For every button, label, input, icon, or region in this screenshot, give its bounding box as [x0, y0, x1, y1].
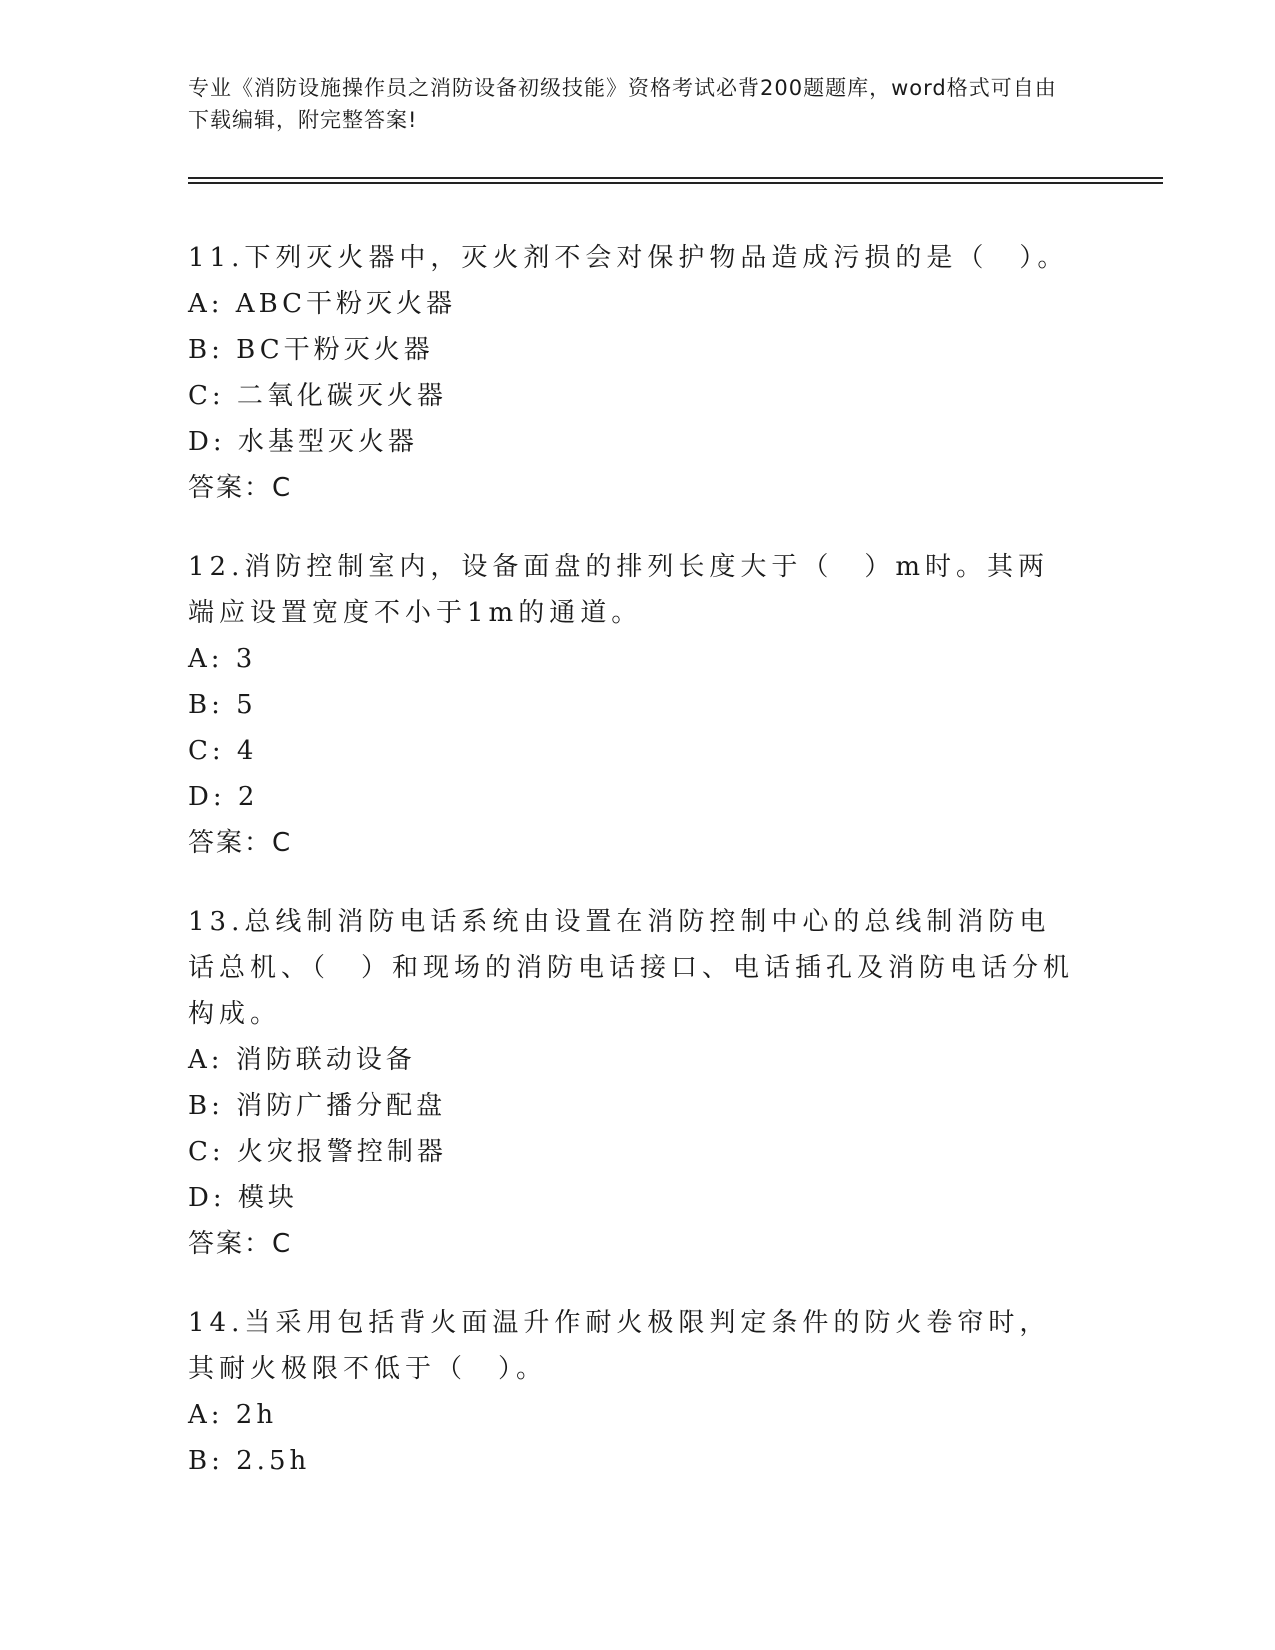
option-c: C: 二氧化碳灭火器 [188, 381, 447, 411]
option-a: A: 3 [188, 644, 257, 674]
answer: 答案：C [188, 1229, 293, 1259]
question-13 [188, 899, 1078, 1267]
option-a: A: ABC干粉灭火器 [188, 289, 457, 319]
question-text: 11.下列灭火器中，灭火剂不会对保护物品造成污损的是（ ）。 [188, 243, 1069, 273]
option-d: D: 水基型灭火器 [188, 427, 418, 457]
answer: 答案：C [188, 473, 293, 503]
option-d: D: 模块 [188, 1183, 298, 1213]
document-header: 专业《消防设施操作员之消防设备初级技能》资格考试必背200题题库，word格式可自由下载编辑，附完整答案! [188, 76, 1057, 132]
option-a: A: 消防联动设备 [188, 1045, 416, 1075]
question-list [188, 235, 1078, 1517]
question-text: 12.消防控制室内，设备面盘的排列长度大于（ ）m时。其两端应设置宽度不小于1m的通道。 [188, 552, 1050, 628]
question-11 [188, 235, 1078, 511]
option-b: B: BC干粉灭火器 [188, 335, 434, 365]
option-c: C: 火灾报警控制器 [188, 1137, 447, 1167]
option-b: B: 消防广播分配盘 [188, 1091, 447, 1121]
option-b: B: 2.5h [188, 1446, 311, 1476]
option-c: C: 4 [188, 736, 258, 766]
option-b: B: 5 [188, 690, 257, 720]
option-d: D: 2 [188, 782, 259, 812]
question-text: 13.总线制消防电话系统由设置在消防控制中心的总线制消防电话总机、（ ）和现场的消防电话接口、电话插孔及消防电话分机构成。 [188, 907, 1075, 1029]
question-text: 14.当采用包括背火面温升作耐火极限判定条件的防火卷帘时，其耐火极限不低于（ ）。 [188, 1308, 1051, 1384]
answer: 答案：C [188, 828, 293, 858]
header-divider-bottom [188, 182, 1163, 184]
header-divider-top [188, 177, 1163, 179]
question-12 [188, 544, 1078, 866]
question-14 [188, 1300, 1078, 1484]
option-a: A: 2h [188, 1400, 278, 1430]
